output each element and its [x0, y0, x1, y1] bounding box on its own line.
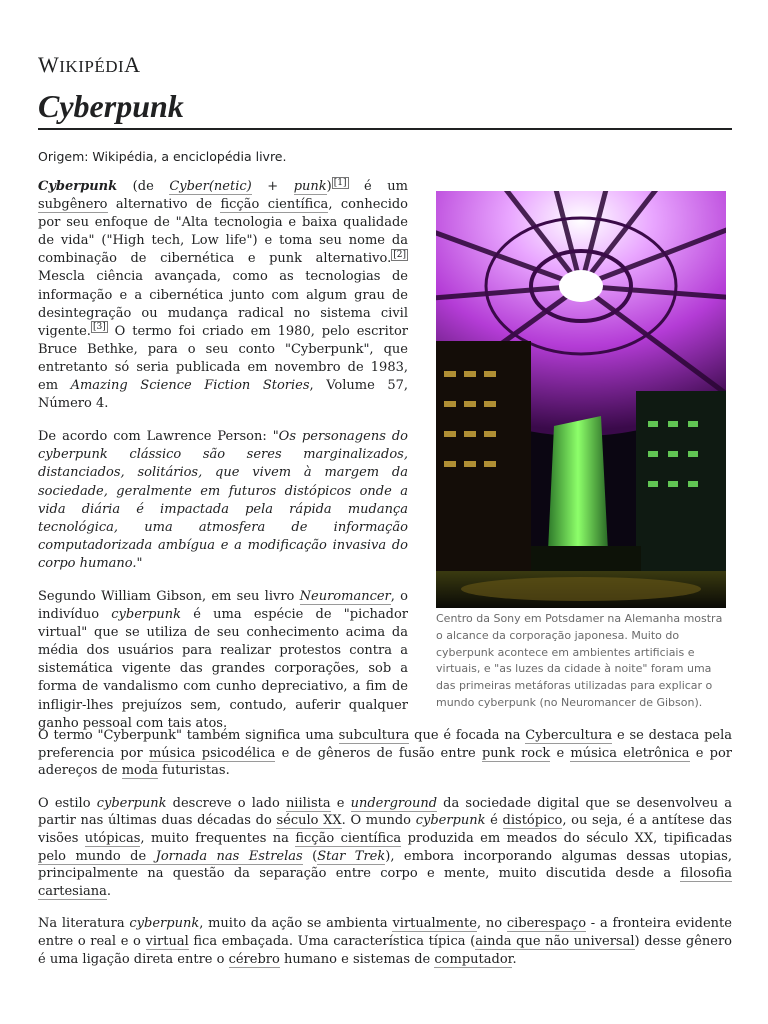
text: Segundo William Gibson, em seu livro	[38, 588, 300, 604]
text: e por adereços de	[38, 745, 733, 779]
link-jornada-nas-estrelas[interactable]: Jornada nas Estrelas	[155, 848, 303, 864]
link-seculo-xx[interactable]: século XX	[276, 813, 342, 829]
reference-2[interactable]: [2]	[393, 250, 406, 261]
text: - a fronteira evidente entre o real e o	[38, 916, 732, 949]
italic-term: cyberpunk	[129, 916, 200, 932]
link-niilista[interactable]: niilista	[285, 795, 331, 811]
link-ficcao-cientifica[interactable]: ficção científica	[220, 197, 329, 213]
wordmark-cap-w: W	[38, 52, 60, 77]
page-title: Cyberpunk	[38, 88, 184, 124]
text: é	[485, 813, 503, 829]
text: , no	[476, 916, 507, 932]
paragraph-person-quote	[38, 428, 408, 573]
italic-term: cyberpunk	[96, 795, 167, 811]
text: alternativo de	[107, 197, 221, 213]
wikipedia-wordmark[interactable]	[38, 52, 141, 78]
text: e se destaca pela preferencia por	[38, 728, 733, 761]
text: é uma espécie de "pichador virtual" que se utiliza de seu conhecimento acima da média dos usuários para realizar protestos contra a sistemática vigente das grandes corporações, sob a forma de vandalismo com cunho depreciativo, a fim de infligir-lhes prejuízos sem, contudo, auferir qualquer ganho pessoal com tais atos.	[38, 607, 408, 731]
title-divider	[38, 128, 732, 130]
link-underground[interactable]: underground	[350, 795, 438, 811]
text: e	[550, 745, 571, 761]
reference-3[interactable]: [3]	[92, 322, 106, 333]
text: futuristas.	[157, 763, 230, 779]
link-cybernetic[interactable]: Cyber(netic)	[169, 179, 252, 194]
italic-term: cyberpunk	[111, 607, 182, 623]
text: fica embaçada. Uma característica típica (	[188, 933, 476, 949]
link-subcultura[interactable]: subcultura	[338, 728, 410, 743]
reference-1[interactable]: [1]	[333, 177, 347, 188]
wordmark-cap-a: A	[124, 52, 141, 77]
figure-caption: Centro da Sony em Potsdamer na Alemanha mostra o alcance da corporação japonesa. Muito do cyberpunk acontece em ambientes artificiais e virtuais, e "as luzes da cidade à noite" foram uma das primeiras metáforas utilizadas para explicar o mundo cyberpunk (no Neuromancer de Gibson).	[436, 612, 723, 709]
paragraph-subculture	[38, 727, 732, 780]
text: produzida em meados do século XX, tipificadas	[401, 830, 732, 846]
text: O termo foi criado em 1980, pelo escritor Bruce Bethke, para o seu conto "Cyberpunk", que entretanto só seria publicada em novembro de 1983, em	[38, 323, 408, 394]
paragraph-style	[38, 795, 732, 901]
text: )	[326, 179, 332, 194]
left-column	[38, 178, 408, 748]
text: , Volume 57, Número 4.	[38, 378, 408, 412]
link-virtual[interactable]: virtual	[145, 933, 189, 949]
text: O estilo	[38, 795, 97, 811]
link-star-trek[interactable]: Star Trek	[317, 848, 386, 864]
italic-term: cyberpunk	[415, 813, 486, 829]
text: e de gêneros de fusão entre	[275, 745, 482, 761]
text: Na literatura	[38, 916, 130, 932]
link-computador[interactable]: computador	[434, 951, 513, 967]
text: que é focada na	[409, 728, 526, 743]
link-moda[interactable]: moda	[121, 763, 158, 779]
text: e	[330, 795, 351, 811]
text: da sociedade digital que se desenvolveu a partir nas últimas duas décadas do	[38, 795, 732, 829]
link-filosofia-cartesiana[interactable]: filosofia cartesiana	[38, 866, 732, 899]
text: De acordo com Lawrence Person:	[38, 429, 273, 445]
paragraph-intro	[38, 178, 408, 413]
paragraph-gibson	[38, 588, 408, 733]
text: .	[106, 883, 112, 899]
text: ) desse gênero é uma ligação direta entre o	[38, 933, 732, 967]
text: Mescla ciência avançada, como as tecnologias de informação e a cibernética junto com algum grau de desintegração ou mudança radical no sistema civil vigente.	[38, 269, 408, 339]
text: ), embora incorporando algumas dessas utopias, principalmente na questão da separação entre corpo e mente, muito discutida desde a	[38, 848, 732, 882]
link-virtualmente[interactable]: virtualmente	[392, 916, 477, 932]
paragraph-literature	[38, 915, 732, 968]
text: (	[302, 848, 318, 864]
origin-line: Origem: Wikipédia, a enciclopédia livre.	[38, 149, 287, 164]
link-cerebro[interactable]: cérebro	[228, 951, 280, 967]
link-pelo-mundo[interactable]: pelo mundo de	[38, 848, 156, 864]
link-punk[interactable]: punk	[293, 179, 327, 194]
link-subgenero[interactable]: subgênero	[38, 197, 108, 213]
link-neuromancer[interactable]: Neuromancer	[299, 588, 391, 604]
wordmark-middle: IKIPÉDI	[59, 57, 125, 76]
full-width-text	[38, 727, 732, 983]
link-cybercultura[interactable]: Cybercultura	[525, 728, 613, 743]
sony-center-photo[interactable]	[436, 191, 726, 608]
text: (de	[117, 179, 170, 194]
figure-sony-center	[436, 191, 726, 712]
text: humano e sistemas de	[279, 951, 435, 967]
italic-quote: "Os personagens do cyberpunk clássico são seres marginalizados, distanciados, solitários, que vivem à margem da sociedade, geralmente em futuros distópicos onde a vida diária é impactada pela rápida mudança tecnológica, uma atmosfera de informação computadorizada ambígua e a modificação invasiva do corpo humano."	[38, 429, 408, 571]
text: descreve o lado	[166, 795, 286, 811]
link-musica-psicodelica[interactable]: música psicodélica	[148, 745, 276, 761]
text: .	[512, 951, 517, 967]
text: O termo "Cyberpunk" também significa uma	[38, 728, 339, 743]
text: , conhecido por seu enfoque de "Alta tecnologia e baixa qualidade de vida" ("High tech, Low life") e toma seu nome da combinação de cibernética e punk alternativo.	[38, 197, 408, 267]
italic-magazine: Amazing Science Fiction Stories	[70, 378, 310, 394]
text: , muito da ação se ambienta	[199, 916, 393, 932]
link-ficcao-cientifica-2[interactable]: ficção científica	[295, 830, 402, 846]
text: . O mundo	[341, 813, 416, 829]
text: , o indivíduo	[38, 588, 408, 623]
text: , muito frequentes na	[140, 830, 296, 846]
link-distopico[interactable]: distópico	[502, 813, 563, 829]
bold-term: Cyberpunk	[38, 179, 118, 194]
link-utopicas[interactable]: utópicas	[84, 830, 141, 846]
text: é um	[348, 179, 408, 194]
link-musica-eletronica[interactable]: música eletrônica	[570, 745, 690, 761]
link-punk-rock[interactable]: punk rock	[481, 745, 551, 761]
link-ciberespaco[interactable]: ciberespaço	[506, 916, 587, 932]
text: +	[251, 179, 294, 194]
link-ainda-que-nao-universal[interactable]: ainda que não universal	[475, 933, 635, 949]
text: , ou seja, é a antítese das visões	[38, 813, 732, 846]
